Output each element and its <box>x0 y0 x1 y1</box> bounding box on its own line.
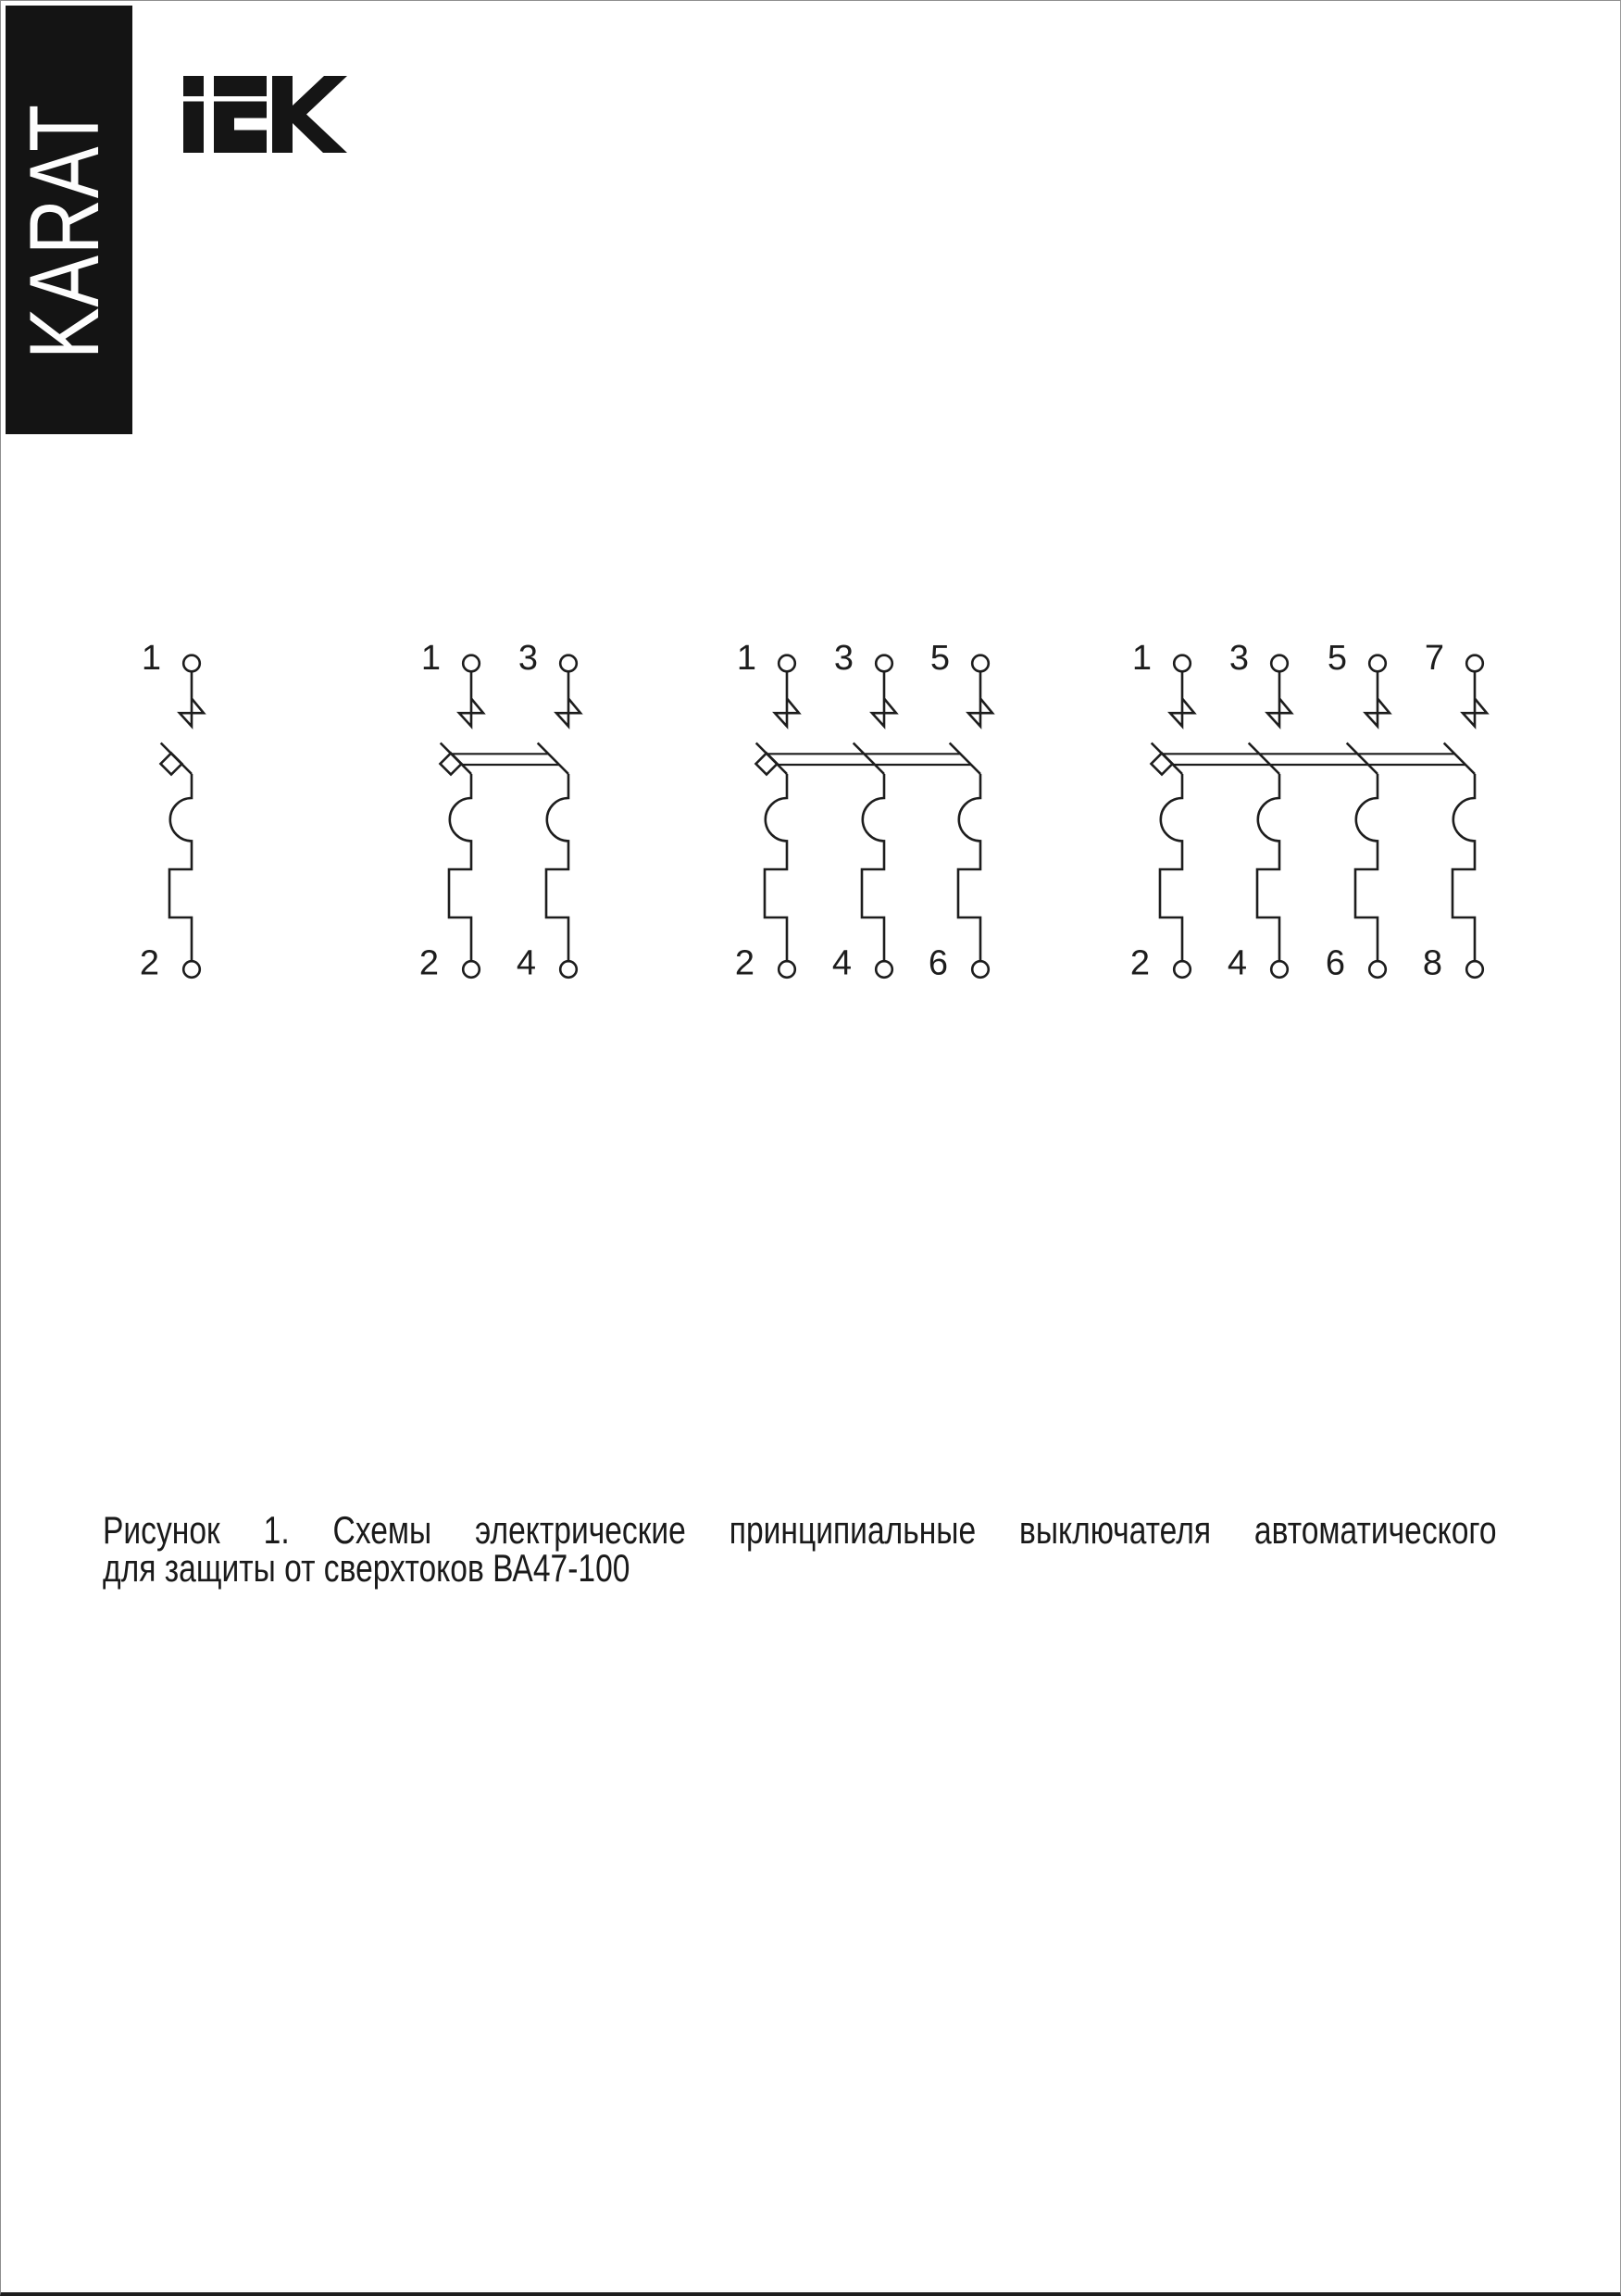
bottom-terminal-label: 2 <box>1129 943 1150 983</box>
contact-switch-symbol <box>459 671 483 726</box>
bottom-terminal-circle <box>876 961 892 978</box>
actuator-square-symbol <box>1152 754 1173 775</box>
actuator-square-symbol <box>756 754 778 775</box>
bottom-terminal-label: 6 <box>928 943 948 983</box>
bottom-terminal-circle <box>1466 961 1483 978</box>
iek-logo-icon <box>183 76 350 153</box>
actuator-square-symbol <box>161 754 182 775</box>
iek-i-stem <box>183 102 204 154</box>
figure-caption <box>103 1508 1497 1590</box>
bottom-terminal-circle <box>183 961 200 978</box>
release-elements-path <box>958 774 980 961</box>
bottom-terminal-circle <box>1174 961 1191 978</box>
top-terminal-label: 3 <box>833 639 854 678</box>
release-elements-path <box>765 774 787 961</box>
karat-brand-text-graphic <box>6 6 132 434</box>
iek-i-dot <box>183 76 204 96</box>
release-elements-path <box>1355 774 1378 961</box>
top-terminal-circle <box>972 655 989 672</box>
actuator-diagonal <box>950 743 980 775</box>
actuator-diagonal <box>854 743 884 775</box>
bottom-terminal-label: 4 <box>1227 943 1247 983</box>
top-terminal-label: 5 <box>1327 639 1347 678</box>
bottom-terminal-label: 2 <box>139 943 159 983</box>
circuit-diagram-breaker-2-pole <box>419 639 580 983</box>
top-terminal-label: 5 <box>929 639 950 678</box>
release-elements-path <box>1160 774 1182 961</box>
contact-switch-symbol <box>1170 671 1194 726</box>
bottom-terminal-label: 4 <box>516 943 536 983</box>
iek-k <box>272 76 347 153</box>
contact-switch-symbol <box>556 671 580 726</box>
circuit-diagrams-figure <box>1 612 1621 1019</box>
contact-switch-symbol <box>1463 671 1487 726</box>
pole-2 <box>1228 639 1291 983</box>
karat-brand-bar <box>6 6 132 434</box>
release-elements-path <box>1453 774 1475 961</box>
bottom-terminal-circle <box>779 961 795 978</box>
contact-switch-symbol <box>775 671 799 726</box>
bottom-terminal-label: 2 <box>418 943 439 983</box>
pole-4 <box>1423 639 1487 983</box>
pole-2 <box>517 639 580 983</box>
release-elements-path <box>169 774 192 961</box>
pole-3 <box>929 639 992 983</box>
release-elements-path <box>862 774 884 961</box>
top-terminal-label: 7 <box>1424 639 1444 678</box>
pole-1 <box>140 639 204 983</box>
contact-switch-symbol <box>180 671 204 726</box>
pole-1 <box>419 639 483 983</box>
bottom-terminal-circle <box>560 961 577 978</box>
release-elements-path <box>449 774 471 961</box>
bottom-terminal-circle <box>1271 961 1288 978</box>
release-elements-path <box>546 774 568 961</box>
figure-caption-line-2: для защиты от сверхтоков ВА47-100 <box>103 1546 630 1590</box>
top-terminal-circle <box>1369 655 1386 672</box>
contact-switch-symbol <box>1365 671 1390 726</box>
top-terminal-label: 1 <box>141 639 161 678</box>
bottom-terminal-label: 2 <box>734 943 754 983</box>
top-terminal-circle <box>1271 655 1288 672</box>
top-terminal-circle <box>779 655 795 672</box>
top-terminal-label: 3 <box>517 639 538 678</box>
top-terminal-label: 1 <box>420 639 441 678</box>
pole-3 <box>1326 639 1390 983</box>
iek-e-top-bar <box>214 76 267 96</box>
release-elements-path <box>1257 774 1279 961</box>
iek-logo-glyphs <box>183 76 347 153</box>
actuator-square-symbol <box>441 754 462 775</box>
circuit-diagram-breaker-4-pole <box>1130 639 1487 983</box>
actuator-diagonal <box>1444 743 1475 775</box>
pole-2 <box>832 639 896 983</box>
top-terminal-circle <box>1174 655 1191 672</box>
top-terminal-label: 1 <box>1131 639 1152 678</box>
bottom-terminal-label: 8 <box>1422 943 1442 983</box>
contact-switch-symbol <box>968 671 992 726</box>
top-terminal-circle <box>876 655 892 672</box>
top-terminal-circle <box>560 655 577 672</box>
actuator-diagonal <box>1249 743 1279 775</box>
pole-1 <box>735 639 799 983</box>
contact-switch-symbol <box>872 671 896 726</box>
top-terminal-circle <box>1466 655 1483 672</box>
top-terminal-label: 3 <box>1228 639 1249 678</box>
top-terminal-circle <box>183 655 200 672</box>
actuator-diagonal <box>1347 743 1378 775</box>
pole-1 <box>1130 639 1194 983</box>
top-terminal-circle <box>463 655 480 672</box>
iek-e-body <box>214 102 267 154</box>
bottom-terminal-label: 4 <box>831 943 852 983</box>
brand-text: KARAT <box>9 104 120 359</box>
circuit-diagram-breaker-3-pole <box>735 639 992 983</box>
bottom-terminal-circle <box>972 961 989 978</box>
circuit-diagram-breaker-1-pole <box>140 639 204 983</box>
bottom-terminal-circle <box>463 961 480 978</box>
contact-switch-symbol <box>1267 671 1291 726</box>
bottom-terminal-label: 6 <box>1325 943 1345 983</box>
actuator-diagonal <box>538 743 568 775</box>
figure-caption-line-1: Рисунок 1. Схемы электрические принципиальные выключателя автоматического <box>103 1508 1497 1552</box>
top-terminal-label: 1 <box>736 639 756 678</box>
bottom-terminal-circle <box>1369 961 1386 978</box>
